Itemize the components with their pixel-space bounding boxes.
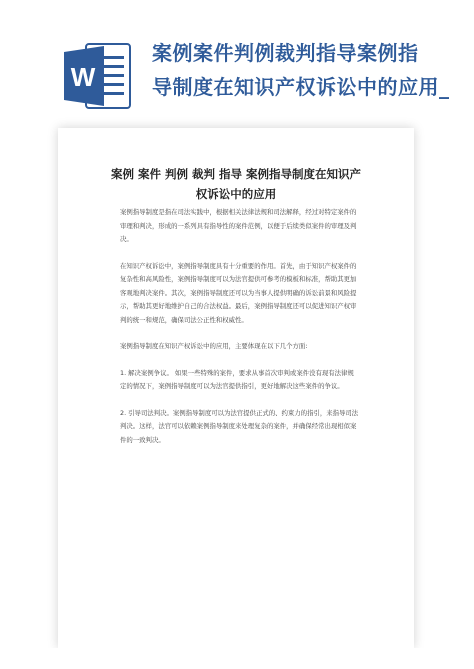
svg-text:W: W (70, 62, 96, 92)
paragraph-role: 在知识产权诉讼中，案例指导制度具有十分重要的作用。首先，由于知识产权案件的复杂性和高风险性，案例指导制度可以为法官提供可参考的模板和标准，帮助其更加客观地判决案件。其次，案例指导制度还可以为当事人提供明确的诉讼前景和风险提示，帮助其更好地维护自己的合法权益。最后，案例指导制度还可以促进知识产权审判的统一和规范，确保司法公正性和权威性。 (120, 261, 357, 324)
banner-title (152, 36, 452, 104)
paragraph-point-1: 1. 解决案例争议。 如果一些特殊的案件，要求从事首次审判或案件没有现有法律规定的情况下，案例指导制度可以为法官提供指引，更好地解决这些案件的争议。 (120, 368, 354, 390)
document-page (58, 128, 414, 648)
banner-title-line-1: 案例案件判例裁判指导案例指 (152, 41, 419, 65)
footer-strip (0, 648, 474, 669)
document-title (58, 164, 414, 204)
word-document-icon (64, 40, 132, 112)
banner-title-line-2: 导制度在知识产权诉讼中的应用_ (152, 75, 450, 99)
document-title-line-2: 权诉讼中的应用 (195, 187, 277, 201)
paragraph-definition: 案例指导制度是指在司法实践中，根据相关法律法规和司法解释，经过对特定案件的审理和判决，形成的一系列具有指导性的案件范例，以便于后续类似案件的审理及判决。 (120, 208, 357, 243)
paragraph-application-intro: 案例指导制度在知识产权诉讼中的应用，主要体现在以下几个方面: (120, 342, 308, 350)
paragraph-point-2: 2. 引导司法判决。案例指导制度可以为法官提供正式的、约束力的指引，来指导司法判决。这样，法官可以依赖案例指导制度来处理复杂的案件，并确保经常出现相似案件的一致判决。 (120, 408, 359, 444)
document-title-line-1: 案例 案件 判例 裁判 指导 案例指导制度在知识产 (110, 167, 362, 181)
document-body (120, 206, 360, 460)
